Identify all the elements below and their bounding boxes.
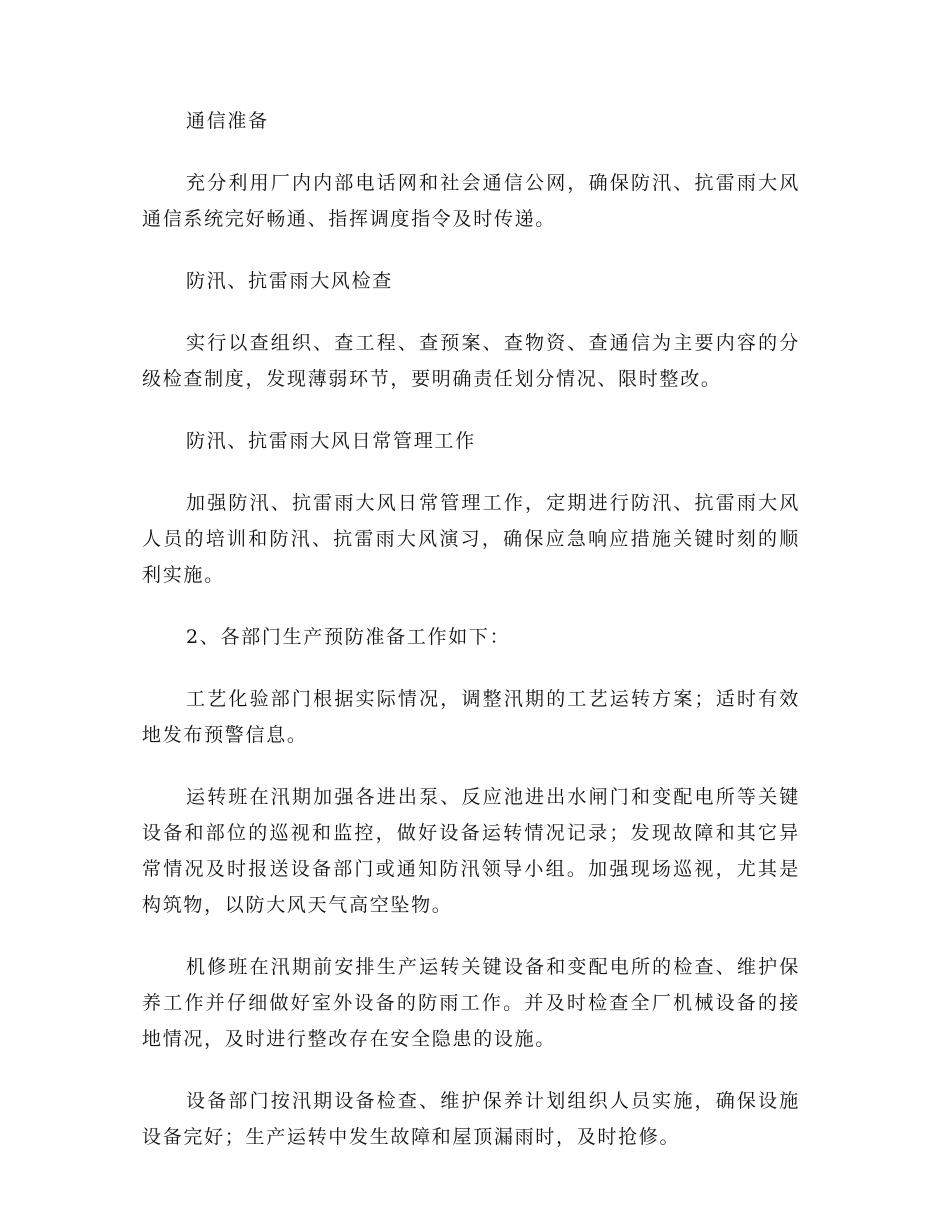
paragraph-process-lab: 工艺化验部门根据实际情况，调整汛期的工艺运转方案；适时有效地发布预警信息。 <box>142 688 800 746</box>
paragraph-maintenance-team: 机修班在汛期前安排生产运转关键设备和变配电所的检查、维护保养工作并仔细做好室外设备的防雨工作。并及时检查全厂机械设备的接地情况，及时进行整改存在安全隐患的设施。 <box>142 956 800 1050</box>
paragraph-inspection: 实行以查组织、查工程、查预案、查物资、查通信为主要内容的分级检查制度，发现薄弱环节，要明确责任划分情况、限时整改。 <box>142 332 800 390</box>
paragraph-operation-team: 运转班在汛期加强各进出泵、反应池进出水闸门和变配电所等关键设备和部位的巡视和监控，做好设备运转情况记录；发现故障和其它异常情况及时报送设备部门或通知防汛领导小组。加强现场巡视，尤其是构筑物，以防大风天气高空坠物。 <box>142 786 800 916</box>
section-heading-daily-management: 防汛、抗雷雨大风日常管理工作 <box>186 430 476 452</box>
paragraph-communication: 充分利用厂内内部电话网和社会通信公网，确保防汛、抗雷雨大风通信系统完好畅通、指挥调度指令及时传递。 <box>142 172 800 230</box>
section-heading-inspection: 防汛、抗雷雨大风检查 <box>186 270 394 292</box>
paragraph-daily-management: 加强防汛、抗雷雨大风日常管理工作，定期进行防汛、抗雷雨大风人员的培训和防汛、抗雷雨大风演习，确保应急响应措施关键时刻的顺利实施。 <box>142 492 800 586</box>
section-heading-communication: 通信准备 <box>186 110 269 132</box>
section-heading-department-preparation: 2、各部门生产预防准备工作如下： <box>186 626 511 648</box>
paragraph-equipment-department: 设备部门按汛期设备检查、维护保养计划组织人员实施，确保设施设备完好；生产运转中发生故障和屋顶漏雨时，及时抢修。 <box>142 1090 800 1148</box>
